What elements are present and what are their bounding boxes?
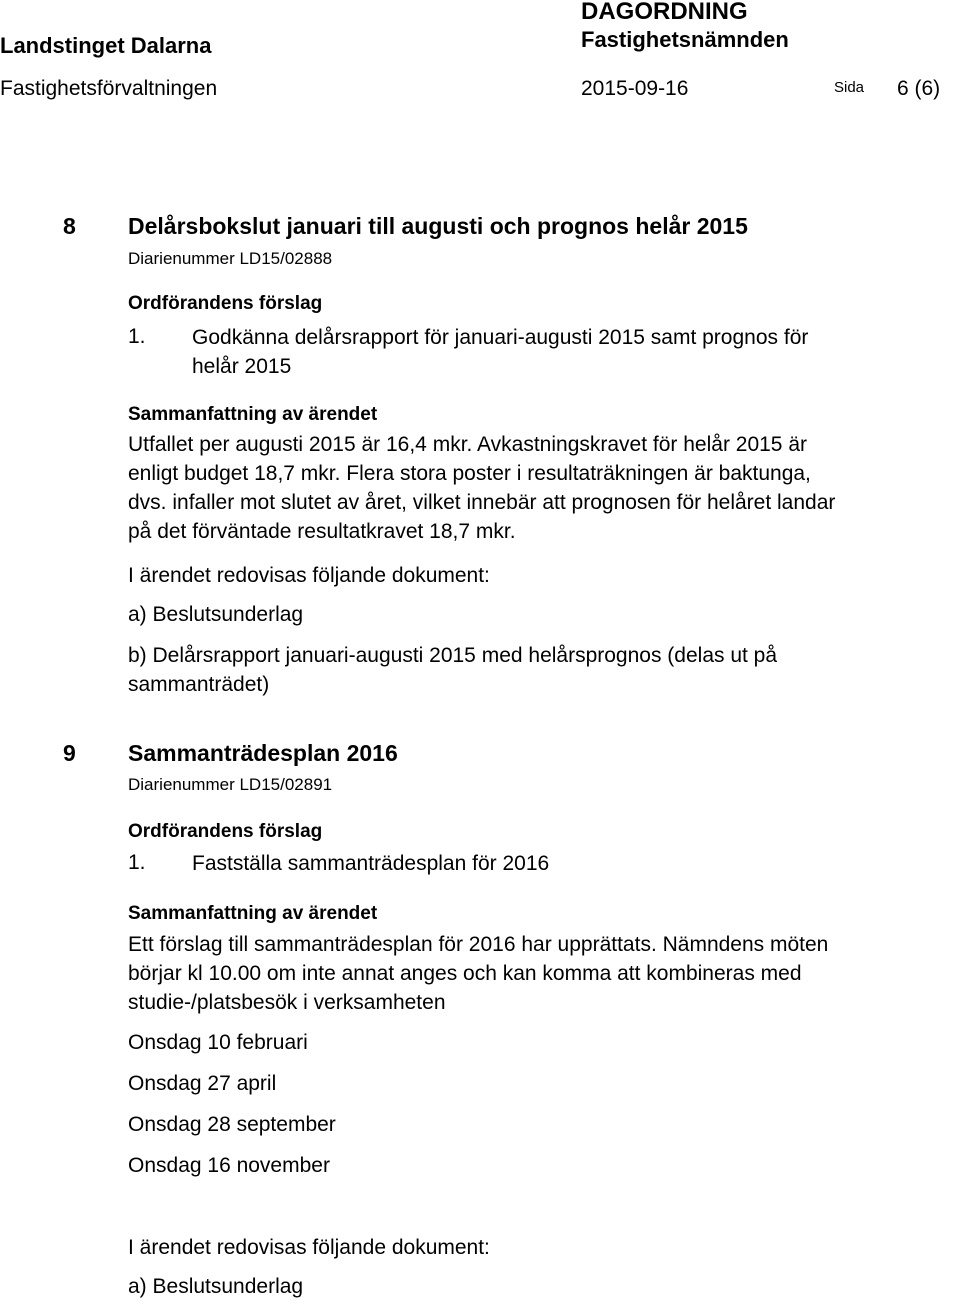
summary-line: studie-/platsbesök i verksamheten	[128, 991, 446, 1014]
summary-line: börjar kl 10.00 om inte annat anges och kan komma att kombineras med	[128, 962, 802, 985]
proposal-heading: Ordförandens förslag	[128, 821, 323, 842]
document-type: DAGORDNING	[581, 0, 748, 25]
proposal-text: Fastställa sammanträdesplan för 2016	[192, 852, 550, 875]
summary-line: dvs. infaller mot slutet av året, vilket innebär att prognosen för helåret landar	[128, 491, 836, 514]
documents-intro: I ärendet redovisas följande dokument:	[128, 564, 490, 587]
item-title: Delårsbokslut januari till augusti och prognos helår 2015	[128, 213, 748, 239]
document-b-line: sammanträdet)	[128, 673, 270, 696]
meeting-date: Onsdag 10 februari	[128, 1031, 308, 1054]
summary-text	[128, 930, 828, 1017]
item-number: 8	[63, 213, 76, 239]
summary-text	[128, 430, 835, 546]
summary-line: Ett förslag till sammanträdesplan för 2016 har upprättats. Nämndens möten	[128, 933, 829, 956]
proposal-number: 1.	[128, 325, 146, 348]
document-b-line: b) Delårsrapport januari-augusti 2015 med helårsprognos (delas ut på	[128, 644, 778, 667]
summary-line: enligt budget 18,7 mkr. Flera stora poster i resultaträkningen är baktunga,	[128, 462, 811, 485]
diary-number: Diarienummer LD15/02888	[128, 249, 333, 268]
proposal-number: 1.	[128, 851, 146, 874]
item-number: 9	[63, 740, 76, 766]
document-b	[128, 641, 777, 699]
summary-line: Utfallet per augusti 2015 är 16,4 mkr. Avkastningskravet för helår 2015 är	[128, 433, 807, 456]
meeting-date: Onsdag 16 november	[128, 1154, 330, 1177]
department-name: Fastighetsförvaltningen	[0, 77, 218, 100]
proposal-text	[192, 323, 808, 381]
proposal-heading: Ordförandens förslag	[128, 293, 323, 314]
document-a: a) Beslutsunderlag	[128, 1275, 304, 1298]
page-label: Sida	[834, 79, 865, 96]
diary-number: Diarienummer LD15/02891	[128, 775, 333, 794]
committee-name: Fastighetsnämnden	[581, 27, 789, 52]
meeting-date: Onsdag 28 september	[128, 1113, 336, 1136]
summary-heading: Sammanfattning av ärendet	[128, 903, 378, 924]
summary-line: på det förväntade resultatkravet 18,7 mkr.	[128, 520, 516, 543]
document-a: a) Beslutsunderlag	[128, 603, 304, 626]
summary-heading: Sammanfattning av ärendet	[128, 404, 378, 425]
proposal-line: helår 2015	[192, 355, 292, 378]
meeting-date: Onsdag 27 april	[128, 1072, 277, 1095]
page-number: 6 (6)	[897, 77, 941, 100]
proposal-line: Godkänna delårsrapport för januari-augusti 2015 samt prognos för	[192, 326, 809, 349]
document-date: 2015-09-16	[581, 77, 689, 100]
organization-name: Landstinget Dalarna	[0, 33, 212, 58]
documents-intro: I ärendet redovisas följande dokument:	[128, 1236, 490, 1259]
item-title: Sammanträdesplan 2016	[128, 740, 398, 766]
